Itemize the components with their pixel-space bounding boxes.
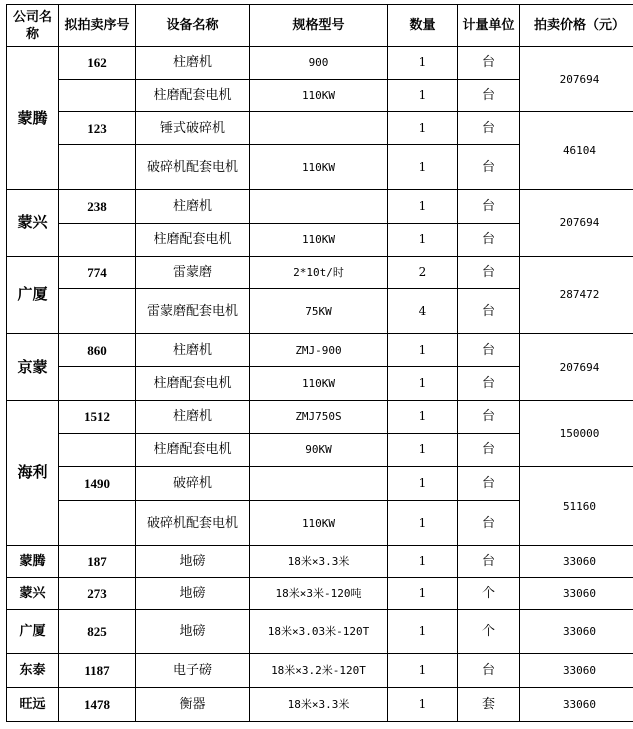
company-cell: 广厦 — [7, 610, 59, 654]
company-cell: 旺远 — [7, 688, 59, 722]
unit-cell: 台 — [458, 400, 520, 433]
name-cell: 柱磨机 — [136, 400, 250, 433]
qty-cell: 1 — [388, 145, 458, 190]
lot-cell: 238 — [59, 190, 136, 224]
table-row — [7, 112, 633, 145]
lot-cell: 1187 — [59, 654, 136, 688]
qty-cell: 1 — [388, 190, 458, 224]
spec-cell: 110KW — [250, 79, 388, 112]
header-row — [7, 5, 633, 47]
table-row — [7, 190, 633, 224]
header-spec: 规格型号 — [250, 5, 388, 47]
price-cell: 46104 — [520, 112, 633, 190]
spec-cell: 18米×3.3米 — [250, 688, 388, 722]
qty-cell: 1 — [388, 334, 458, 367]
spec-cell: 18米×3.2米-120T — [250, 654, 388, 688]
name-cell: 柱磨机 — [136, 47, 250, 80]
header-unit: 计量单位 — [458, 5, 520, 47]
name-cell: 电子磅 — [136, 654, 250, 688]
qty-cell: 1 — [388, 367, 458, 401]
lot-cell: 273 — [59, 577, 136, 610]
qty-cell: 1 — [388, 400, 458, 433]
price-cell: 33060 — [520, 688, 633, 722]
qty-cell: 2 — [388, 256, 458, 289]
qty-cell: 1 — [388, 112, 458, 145]
price-cell: 51160 — [520, 467, 633, 546]
name-cell: 柱磨配套电机 — [136, 367, 250, 401]
company-cell: 海利 — [7, 400, 59, 545]
unit-cell: 台 — [458, 256, 520, 289]
spec-cell — [250, 467, 388, 501]
company-cell: 东泰 — [7, 654, 59, 688]
lot-cell — [59, 223, 136, 256]
price-cell: 33060 — [520, 654, 633, 688]
table-row — [7, 256, 633, 289]
qty-cell: 1 — [388, 467, 458, 501]
lot-cell — [59, 289, 136, 334]
unit-cell: 台 — [458, 334, 520, 367]
qty-cell: 1 — [388, 433, 458, 467]
lot-cell — [59, 145, 136, 190]
lot-cell: 162 — [59, 47, 136, 80]
qty-cell: 1 — [388, 47, 458, 80]
name-cell: 柱磨机 — [136, 334, 250, 367]
table-row — [7, 546, 633, 578]
spec-cell — [250, 190, 388, 224]
table-row — [7, 610, 633, 654]
lot-cell: 123 — [59, 112, 136, 145]
auction-table — [6, 4, 633, 722]
table-row — [7, 400, 633, 433]
qty-cell: 1 — [388, 79, 458, 112]
table-row — [7, 334, 633, 367]
name-cell: 雷蒙磨 — [136, 256, 250, 289]
unit-cell: 套 — [458, 688, 520, 722]
spec-cell: ZMJ-900 — [250, 334, 388, 367]
qty-cell: 4 — [388, 289, 458, 334]
company-cell: 蒙腾 — [7, 47, 59, 190]
unit-cell: 台 — [458, 289, 520, 334]
spec-cell: 18米×3米-120吨 — [250, 577, 388, 610]
unit-cell: 台 — [458, 47, 520, 80]
spec-cell: ZMJ750S — [250, 400, 388, 433]
spec-cell: 110KW — [250, 367, 388, 401]
name-cell: 破碎机 — [136, 467, 250, 501]
price-cell: 33060 — [520, 610, 633, 654]
unit-cell: 个 — [458, 610, 520, 654]
unit-cell: 台 — [458, 79, 520, 112]
header-name: 设备名称 — [136, 5, 250, 47]
lot-cell — [59, 367, 136, 401]
unit-cell: 台 — [458, 433, 520, 467]
lot-cell: 860 — [59, 334, 136, 367]
header-company: 公司名称 — [7, 5, 59, 47]
table-row — [7, 577, 633, 610]
name-cell: 柱磨配套电机 — [136, 433, 250, 467]
spec-cell: 110KW — [250, 501, 388, 546]
lot-cell — [59, 433, 136, 467]
lot-cell — [59, 79, 136, 112]
spec-cell: 18米×3.03米-120T — [250, 610, 388, 654]
spec-cell: 110KW — [250, 145, 388, 190]
company-cell: 蒙兴 — [7, 577, 59, 610]
price-cell: 33060 — [520, 546, 633, 578]
lot-cell: 1478 — [59, 688, 136, 722]
unit-cell: 台 — [458, 223, 520, 256]
price-cell: 207694 — [520, 190, 633, 256]
header-qty: 数量 — [388, 5, 458, 47]
unit-cell: 台 — [458, 467, 520, 501]
company-cell: 京蒙 — [7, 334, 59, 400]
company-cell: 蒙腾 — [7, 546, 59, 578]
table-row — [7, 47, 633, 80]
name-cell: 柱磨配套电机 — [136, 79, 250, 112]
name-cell: 柱磨配套电机 — [136, 223, 250, 256]
qty-cell: 1 — [388, 501, 458, 546]
qty-cell: 1 — [388, 688, 458, 722]
company-cell: 广厦 — [7, 256, 59, 334]
spec-cell: 75KW — [250, 289, 388, 334]
spec-cell: 90KW — [250, 433, 388, 467]
qty-cell: 1 — [388, 610, 458, 654]
unit-cell: 台 — [458, 546, 520, 578]
unit-cell: 台 — [458, 145, 520, 190]
lot-cell: 774 — [59, 256, 136, 289]
spec-cell: 110KW — [250, 223, 388, 256]
header-lot: 拟拍卖序号 — [59, 5, 136, 47]
unit-cell: 台 — [458, 112, 520, 145]
name-cell: 地磅 — [136, 577, 250, 610]
name-cell: 衡器 — [136, 688, 250, 722]
lot-cell — [59, 501, 136, 546]
name-cell: 地磅 — [136, 546, 250, 578]
qty-cell: 1 — [388, 546, 458, 578]
name-cell: 地磅 — [136, 610, 250, 654]
unit-cell: 个 — [458, 577, 520, 610]
qty-cell: 1 — [388, 577, 458, 610]
table-row — [7, 467, 633, 501]
header-price: 拍卖价格（元） — [520, 5, 633, 47]
price-cell: 207694 — [520, 47, 633, 112]
company-cell: 蒙兴 — [7, 190, 59, 256]
unit-cell: 台 — [458, 190, 520, 224]
name-cell: 破碎机配套电机 — [136, 145, 250, 190]
price-cell: 33060 — [520, 577, 633, 610]
spec-cell: 2*10t/时 — [250, 256, 388, 289]
name-cell: 锤式破碎机 — [136, 112, 250, 145]
spec-cell: 18米×3.3米 — [250, 546, 388, 578]
lot-cell: 1490 — [59, 467, 136, 501]
qty-cell: 1 — [388, 223, 458, 256]
table-row — [7, 688, 633, 722]
qty-cell: 1 — [388, 654, 458, 688]
price-cell: 150000 — [520, 400, 633, 466]
spec-cell — [250, 112, 388, 145]
lot-cell: 187 — [59, 546, 136, 578]
name-cell: 柱磨机 — [136, 190, 250, 224]
unit-cell: 台 — [458, 501, 520, 546]
lot-cell: 825 — [59, 610, 136, 654]
lot-cell: 1512 — [59, 400, 136, 433]
name-cell: 破碎机配套电机 — [136, 501, 250, 546]
price-cell: 287472 — [520, 256, 633, 334]
price-cell: 207694 — [520, 334, 633, 400]
table-row — [7, 654, 633, 688]
spec-cell: 900 — [250, 47, 388, 80]
unit-cell: 台 — [458, 654, 520, 688]
name-cell: 雷蒙磨配套电机 — [136, 289, 250, 334]
unit-cell: 台 — [458, 367, 520, 401]
